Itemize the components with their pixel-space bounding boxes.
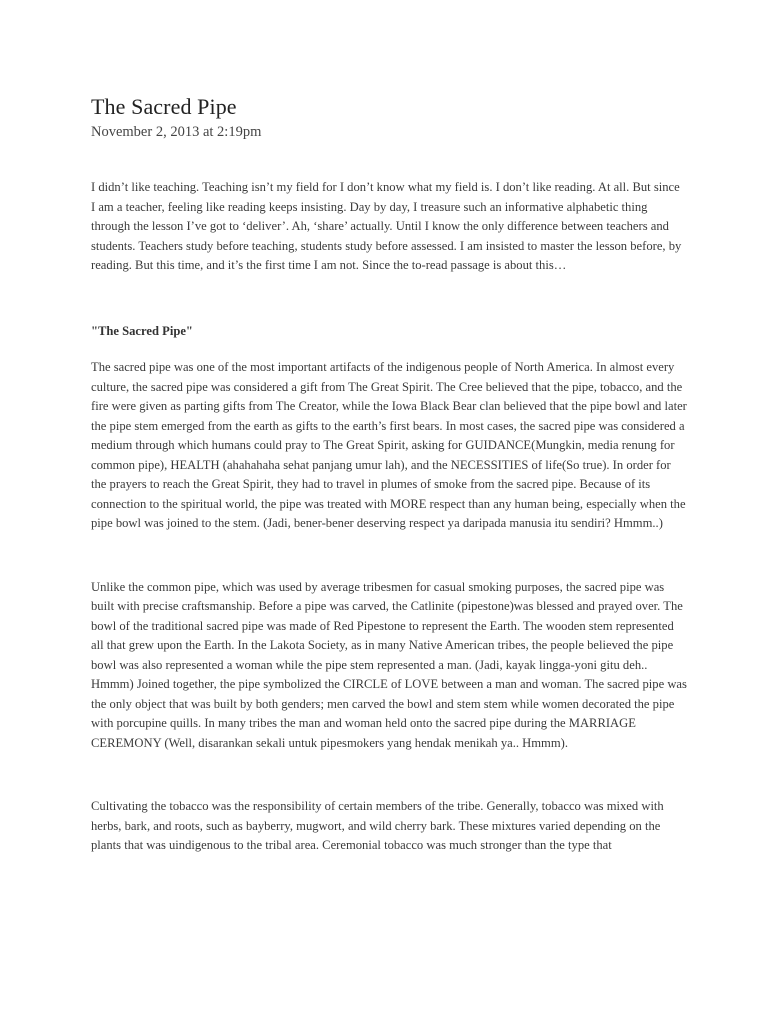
article-paragraph-3: Cultivating the tobacco was the responsibility of certain members of the tribe. Generally, tobacco was mixed with herbs, bark, and roots, such as bayberry, mugwort, and wild cherry bark. These mixtures varied depending on the plants that was uindigenous to the tribal area. Ceremonial tobacco was much stronger than the type that [91,799,664,852]
blog-post [91,93,687,856]
intro-paragraph: I didn’t like teaching. Teaching isn’t my field for I don’t know what my field is. I don’t like reading. At all. But since I am a teacher, feeling like reading keeps insisting. Day by day, I treasure such an informative alphabetic thing through the lesson I’ve got to ‘deliver’. Ah, ‘share’ actually. Until I know the only difference between teachers and students. Teachers study before teaching, students study before assessed. I am insisted to master the lesson before, by reading. But this time, and it’s the first time I am not. Since the to-read passage is about this… [91,180,682,272]
post-title: The Sacred Pipe [91,94,237,119]
article-paragraph-1: The sacred pipe was one of the most important artifacts of the indigenous people of North America. In almost every culture, the sacred pipe was considered a gift from The Great Spirit. The Cree believed that the pipe, tobacco, and the fire were given as parting gifts from The Creator, while the Iowa Black Bear clan believed that the pipe bowl and later the pipe stem emerged from the earth as gifts to the earth’s first bears. In most cases, the sacred pipe was considered a medium through which humans could pray to The Great Spirit, asking for GUIDANCE(Mungkin, media renung for common pipe), HEALTH (ahahahaha sehat panjang umur lah), and the NECESSITIES of life(So true). In order for the prayers to reach the Great Spirit, they had to travel in plumes of smoke from the sacred pipe. Because of its connection to the spiritual world, the pipe was treated with MORE respect than any human being, especially when the pipe bowl was joined to the stem. (Jadi, bener-bener deserving respect ya daripada manusia itu sendiri? Hmmm..) [91,360,687,530]
article-heading: "The Sacred Pipe" [91,323,193,338]
article-paragraph-2: Unlike the common pipe, which was used by average tribesmen for casual smoking purposes, the sacred pipe was built with precise craftsmanship. Before a pipe was carved, the Catlinite (pipestone)was blessed and prayed over. The bowl of the traditional sacred pipe was made of Red Pipestone to represent the Earth. The wooden stem represented all that grew upon the Earth. In the Lakota Society, as in many Native American tribes, the people believed the pipe bowl was also represented a woman while the pipe stem represented a man. (Jadi, kayak lingga-yoni gitu deh.. Hmmm) Joined together, the pipe symbolized the CIRCLE of LOVE between a man and woman. The sacred pipe was the only object that was built by both genders; men carved the bowl and stem stem while women decorated the pipe with porcupine quills. In many tribes the man and woman held onto the sacred pipe during the MARRIAGE CEREMONY (Well, disarankan sekali untuk pipesmokers yang hendak menikah ya.. Hmmm). [91,579,687,750]
post-date: November 2, 2013 at 2:19pm [91,124,262,140]
